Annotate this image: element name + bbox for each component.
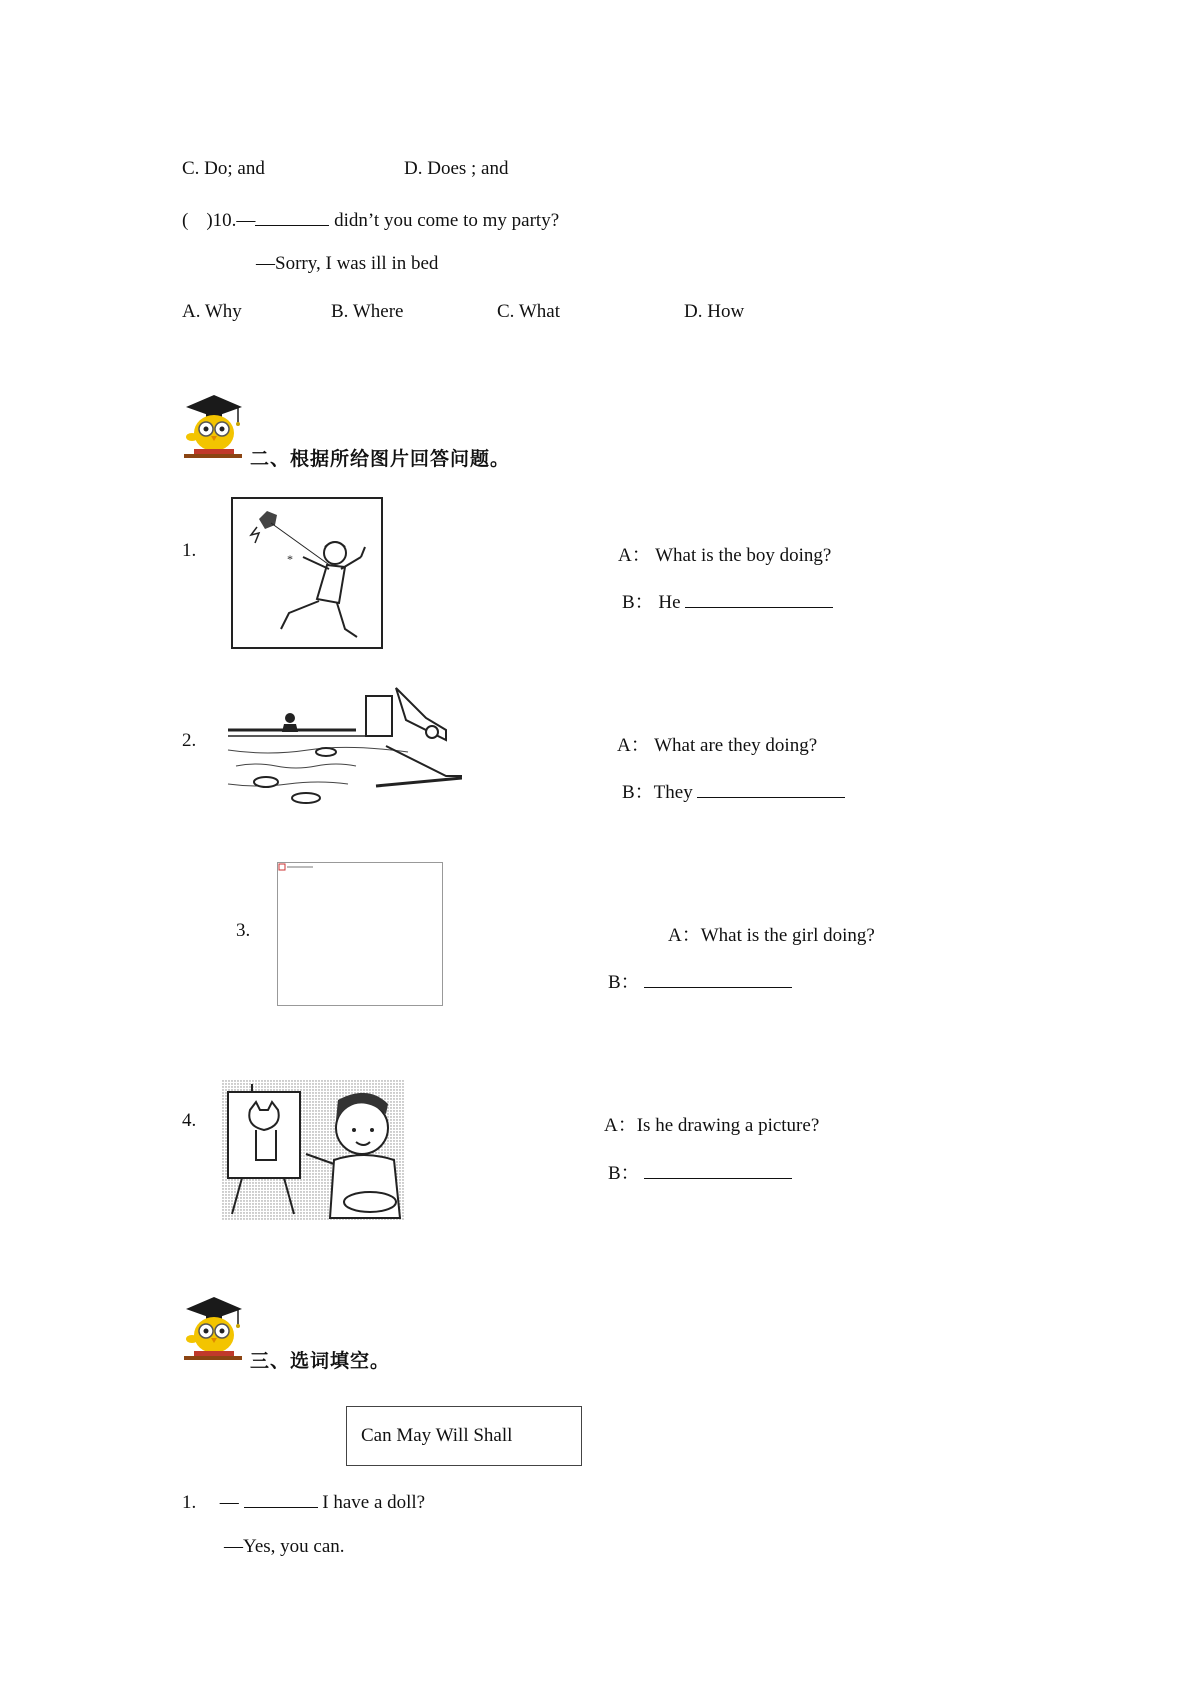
question-a: A：What is the girl doing? xyxy=(668,925,875,946)
item-number: 1. xyxy=(182,540,197,561)
boy-drawing-picture xyxy=(222,1080,404,1220)
question-10-reply: —Sorry, I was ill in bed xyxy=(256,253,439,274)
question-a: A：Is he drawing a picture? xyxy=(604,1115,820,1136)
item-number: 1. xyxy=(182,1492,197,1513)
item-number: 2. xyxy=(182,730,197,751)
answer-blank[interactable] xyxy=(685,588,833,608)
option-c: C. Do; and xyxy=(182,158,265,179)
question-a: A： What are they doing? xyxy=(617,735,818,756)
answer-b xyxy=(608,967,792,994)
option-a: A. Why xyxy=(182,301,242,322)
option-d: D. Does ; and xyxy=(404,158,509,179)
answer-label: B： xyxy=(608,1163,640,1184)
answer-blank[interactable] xyxy=(255,206,329,226)
answer-paren: ( xyxy=(182,210,189,231)
answer-blank[interactable] xyxy=(697,778,845,798)
section-2-title: 二、根据所给图片回答问题。 xyxy=(250,448,511,470)
people-swimming-picture xyxy=(226,686,462,808)
missing-image-placeholder xyxy=(277,862,443,1006)
svg-text:*: * xyxy=(287,552,293,566)
question-10 xyxy=(182,206,559,232)
question-a: A： What is the boy doing? xyxy=(618,545,832,566)
answer-b xyxy=(608,1158,792,1185)
dash: — xyxy=(219,1492,239,1513)
word-bank-box xyxy=(346,1406,582,1466)
fill-question-1 xyxy=(182,1488,425,1514)
answer-label: B： He xyxy=(622,592,681,613)
question-text: didn’t you come to my party? xyxy=(334,210,560,231)
boy-flying-kite-picture xyxy=(231,497,383,649)
question-text: I have a doll? xyxy=(322,1492,426,1513)
answer-b xyxy=(622,777,845,804)
item-number: 3. xyxy=(236,920,251,941)
option-b: B. Where xyxy=(331,301,404,322)
question-number: )10.— xyxy=(206,210,256,231)
answer-label: B： xyxy=(608,972,640,993)
answer-label: B：They xyxy=(622,782,693,803)
answer-blank[interactable] xyxy=(244,1488,318,1508)
option-c: C. What xyxy=(497,301,560,322)
fill-question-1-reply: —Yes, you can. xyxy=(224,1536,345,1557)
owl-mascot-icon xyxy=(180,1293,246,1363)
option-d: D. How xyxy=(684,301,745,322)
answer-blank[interactable] xyxy=(644,1159,792,1179)
owl-mascot-icon xyxy=(180,391,246,461)
answer-blank[interactable] xyxy=(644,968,792,988)
item-number: 4. xyxy=(182,1110,197,1131)
word-bank: Can May Will Shall xyxy=(361,1425,513,1446)
answer-b xyxy=(622,587,833,614)
section-3-title: 三、选词填空。 xyxy=(250,1350,391,1372)
